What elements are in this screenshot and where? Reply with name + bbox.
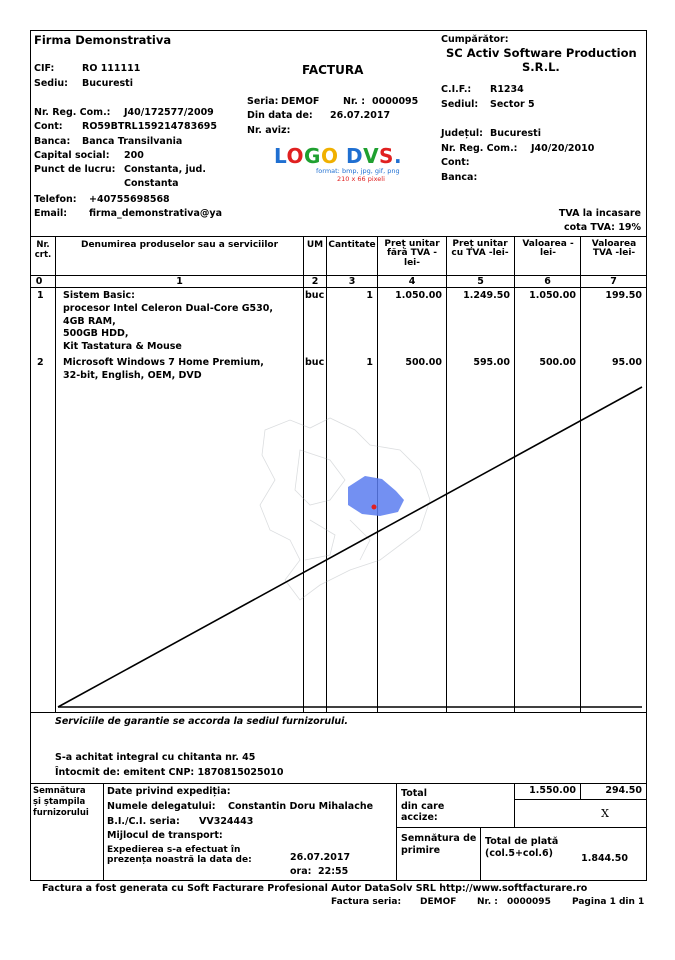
colnum-3: 3	[348, 276, 356, 287]
ora-value: 22:55	[318, 866, 349, 877]
logo-letter: S	[379, 144, 394, 168]
logo-letter: O	[286, 144, 305, 168]
expedierea-line2: prezența noastră la data de:	[107, 855, 252, 865]
invoice-date: 26.07.2017	[330, 110, 391, 121]
invoice-nr-label: Nr. :	[343, 96, 365, 107]
seller-email: firma_demonstrativa@ya	[89, 208, 223, 219]
note-achitat: S-a achitat integral cu chitanta nr. 45	[55, 752, 256, 763]
row2-nr: 2	[37, 357, 44, 368]
delegat-name: Constantin Doru Mihalache	[228, 801, 374, 812]
buyer-sediu: Sector 5	[490, 99, 535, 110]
seller-reg: J40/172577/2009	[124, 107, 214, 118]
footer-top-line	[30, 783, 647, 784]
romania-map-highlight	[348, 476, 404, 516]
buyer-cif: R1234	[490, 84, 524, 95]
buyer-reg: J40/20/2010	[531, 143, 595, 154]
semnatura-primire-1: Semnătura de	[401, 833, 477, 844]
header-valoarea-tva: Valoarea TVA -lei-	[591, 239, 637, 259]
expedierea-line1: Expedierea s-a efectuat în	[107, 845, 241, 855]
header-cantitate: Cantitate	[328, 240, 376, 250]
seller-cont-label: Cont:	[34, 121, 63, 132]
header-denumire: Denumirea produselor sau a serviciilor	[80, 240, 279, 250]
buyer-name-line1: SC Activ Software Production	[446, 46, 637, 60]
invoice-date-label: Din data de:	[247, 110, 313, 121]
footer-divider-3	[480, 827, 481, 881]
logo-letter: D	[345, 144, 364, 168]
colnum-6: 6	[544, 276, 551, 287]
total-label: Total	[401, 788, 427, 799]
header-nr: Nr. crt.	[34, 240, 52, 261]
seller-punct-line1: Constanta, jud.	[124, 164, 206, 175]
logo-letter: O	[320, 144, 339, 168]
colnum-1: 1	[176, 276, 183, 287]
seller-capital-label: Capital social:	[34, 150, 110, 161]
row1-price: 1.050.00	[395, 290, 442, 301]
seller-cif-label: CIF:	[34, 63, 55, 74]
bottom-nr-label: Nr. :	[477, 897, 498, 907]
bi-label: B.I./C.I. seria:	[107, 816, 180, 827]
invoice-series-label: Seria:	[247, 96, 279, 107]
row1-desc-line3: 4GB RAM,	[63, 316, 116, 327]
buyer-banca-label: Banca:	[441, 172, 478, 183]
seller-reg-label: Nr. Reg. Com.:	[34, 107, 111, 118]
row2-price-tva: 595.00	[473, 357, 510, 368]
seller-cif: RO 111111	[82, 63, 141, 74]
expeditie-heading: Date privind expediția:	[107, 786, 231, 797]
seller-punct-label: Punct de lucru:	[34, 164, 116, 175]
page-indicator: Pagina 1 din 1	[572, 897, 645, 907]
invoice-aviz-label: Nr. aviz:	[247, 125, 291, 136]
semnatura-primire-2: primire	[401, 845, 441, 856]
header-pret-fara-tva: Preț unitar fără TVA -lei-	[384, 239, 440, 268]
seller-banca-label: Banca:	[34, 136, 71, 147]
bottom-nr: 0000095	[507, 897, 551, 907]
row1-tva: 199.50	[605, 290, 642, 301]
bottom-series: DEMOF	[420, 897, 457, 907]
colnum-0: 0	[35, 276, 43, 287]
seller-sediu: Bucuresti	[82, 78, 133, 89]
seller-capital: 200	[124, 150, 144, 161]
total-value: 1.550.00	[529, 785, 576, 796]
colnum-5: 5	[477, 276, 484, 287]
buyer-tva-line2: cota TVA: 19%	[564, 222, 641, 233]
buyer-judet: Bucuresti	[490, 128, 541, 139]
mijloc-label: Mijlocul de transport:	[107, 830, 223, 841]
row2-value: 500.00	[539, 357, 576, 368]
total-plata-1: Total de plată	[485, 836, 559, 847]
logo-format-note: format: bmp, jpg, gif, png	[316, 167, 400, 175]
row1-qty: 1	[366, 290, 373, 301]
logo-letter: L	[274, 144, 287, 168]
exp-date: 26.07.2017	[290, 852, 351, 863]
note-intocmit: Întocmit de: emitent CNP: 1870815025010	[55, 767, 284, 778]
total-plata-value: 1.844.50	[581, 853, 628, 864]
colnum-7: 7	[610, 276, 617, 287]
footer-divider-2	[396, 783, 397, 881]
row2-um: buc	[305, 357, 325, 368]
buyer-name-line2: S.R.L.	[522, 60, 560, 74]
seller-banca: Banca Transilvania	[82, 136, 183, 147]
footer-divider-1	[103, 783, 104, 881]
din-care-1: din care	[401, 801, 445, 812]
generated-note: Factura a fost generata cu Soft Facturare Profesional Autor DataSolv SRL http://www.softfacturare.ro	[42, 883, 588, 894]
seller-tel: +40755698568	[89, 194, 170, 205]
cancel-diagonal-line	[58, 387, 642, 707]
row2-qty: 1	[366, 357, 373, 368]
semnatura-furnizor-1: Semnătura	[33, 786, 86, 796]
row2-desc-line1: Microsoft Windows 7 Home Premium,	[63, 357, 264, 368]
buyer-cont-label: Cont:	[441, 157, 470, 168]
logo-letter: V	[363, 144, 380, 168]
row1-desc-line1: Sistem Basic:	[63, 290, 135, 301]
colnum-4: 4	[408, 276, 416, 287]
total-plata-2: (col.5+col.6)	[485, 848, 553, 859]
buyer-cif-label: C.I.F.:	[441, 84, 472, 95]
seller-name: Firma Demonstrativa	[34, 33, 172, 47]
row1-value: 1.050.00	[529, 290, 576, 301]
total-tva-value: 294.50	[605, 785, 642, 796]
seller-sediu-label: Sediu:	[34, 78, 68, 89]
note-garantie: Serviciile de garantie se accorda la sediul furnizorului.	[55, 716, 348, 727]
ora-label: ora:	[290, 866, 312, 877]
bi-value: VV324443	[199, 816, 254, 827]
delegat-label: Numele delegatului:	[107, 801, 216, 812]
bottom-series-label: Factura seria:	[331, 897, 402, 907]
semnatura-furnizor-3: furnizorului	[33, 808, 89, 818]
row1-um: buc	[305, 290, 325, 301]
row1-desc-line4: 500GB HDD,	[63, 328, 129, 339]
row2-tva: 95.00	[611, 357, 642, 368]
buyer-reg-label: Nr. Reg. Com.:	[441, 143, 518, 154]
row1-nr: 1	[37, 290, 44, 301]
footer-total-line	[514, 799, 647, 800]
header-um: UM	[306, 240, 324, 250]
invoice-title: FACTURA	[302, 63, 364, 77]
buyer-sediu-label: Sediul:	[441, 99, 479, 110]
din-care-2: accize:	[401, 812, 438, 823]
map-location-dot	[372, 505, 377, 510]
footer-mid-line	[396, 827, 647, 828]
logo-letter: G	[304, 144, 321, 168]
buyer-tva-line1: TVA la incasare	[558, 208, 641, 219]
buyer-judet-label: Județul:	[441, 128, 483, 139]
invoice-nr: 0000095	[372, 96, 419, 107]
seller-punct-line2: Constanta	[124, 178, 179, 189]
colnum-2: 2	[311, 276, 319, 287]
buyer-heading: Cumpărător:	[441, 34, 509, 45]
row1-desc-line2: procesor Intel Celeron Dual-Core G530,	[63, 303, 273, 314]
row2-price: 500.00	[405, 357, 442, 368]
row1-desc-line5: Kit Tastatura & Mouse	[63, 341, 182, 352]
seller-email-label: Email:	[34, 208, 68, 219]
seller-cont: RO59BTRL159214783695	[82, 121, 218, 132]
logo-letter: .	[393, 144, 403, 168]
row1-price-tva: 1.249.50	[463, 290, 510, 301]
invoice-series: DEMOF	[281, 96, 320, 107]
europe-map-watermark	[260, 418, 430, 600]
accize-mark: X	[601, 807, 609, 820]
semnatura-furnizor-2: și ștampila	[33, 797, 86, 807]
header-pret-cu-tva: Preț unitar cu TVA -lei-	[451, 239, 509, 259]
header-valoarea: Valoarea -lei-	[522, 239, 574, 259]
row2-desc-line2: 32-bit, English, OEM, DVD	[63, 370, 202, 381]
logo-size-note: 210 x 66 pixeli	[337, 175, 385, 183]
seller-tel-label: Telefon:	[34, 194, 77, 205]
